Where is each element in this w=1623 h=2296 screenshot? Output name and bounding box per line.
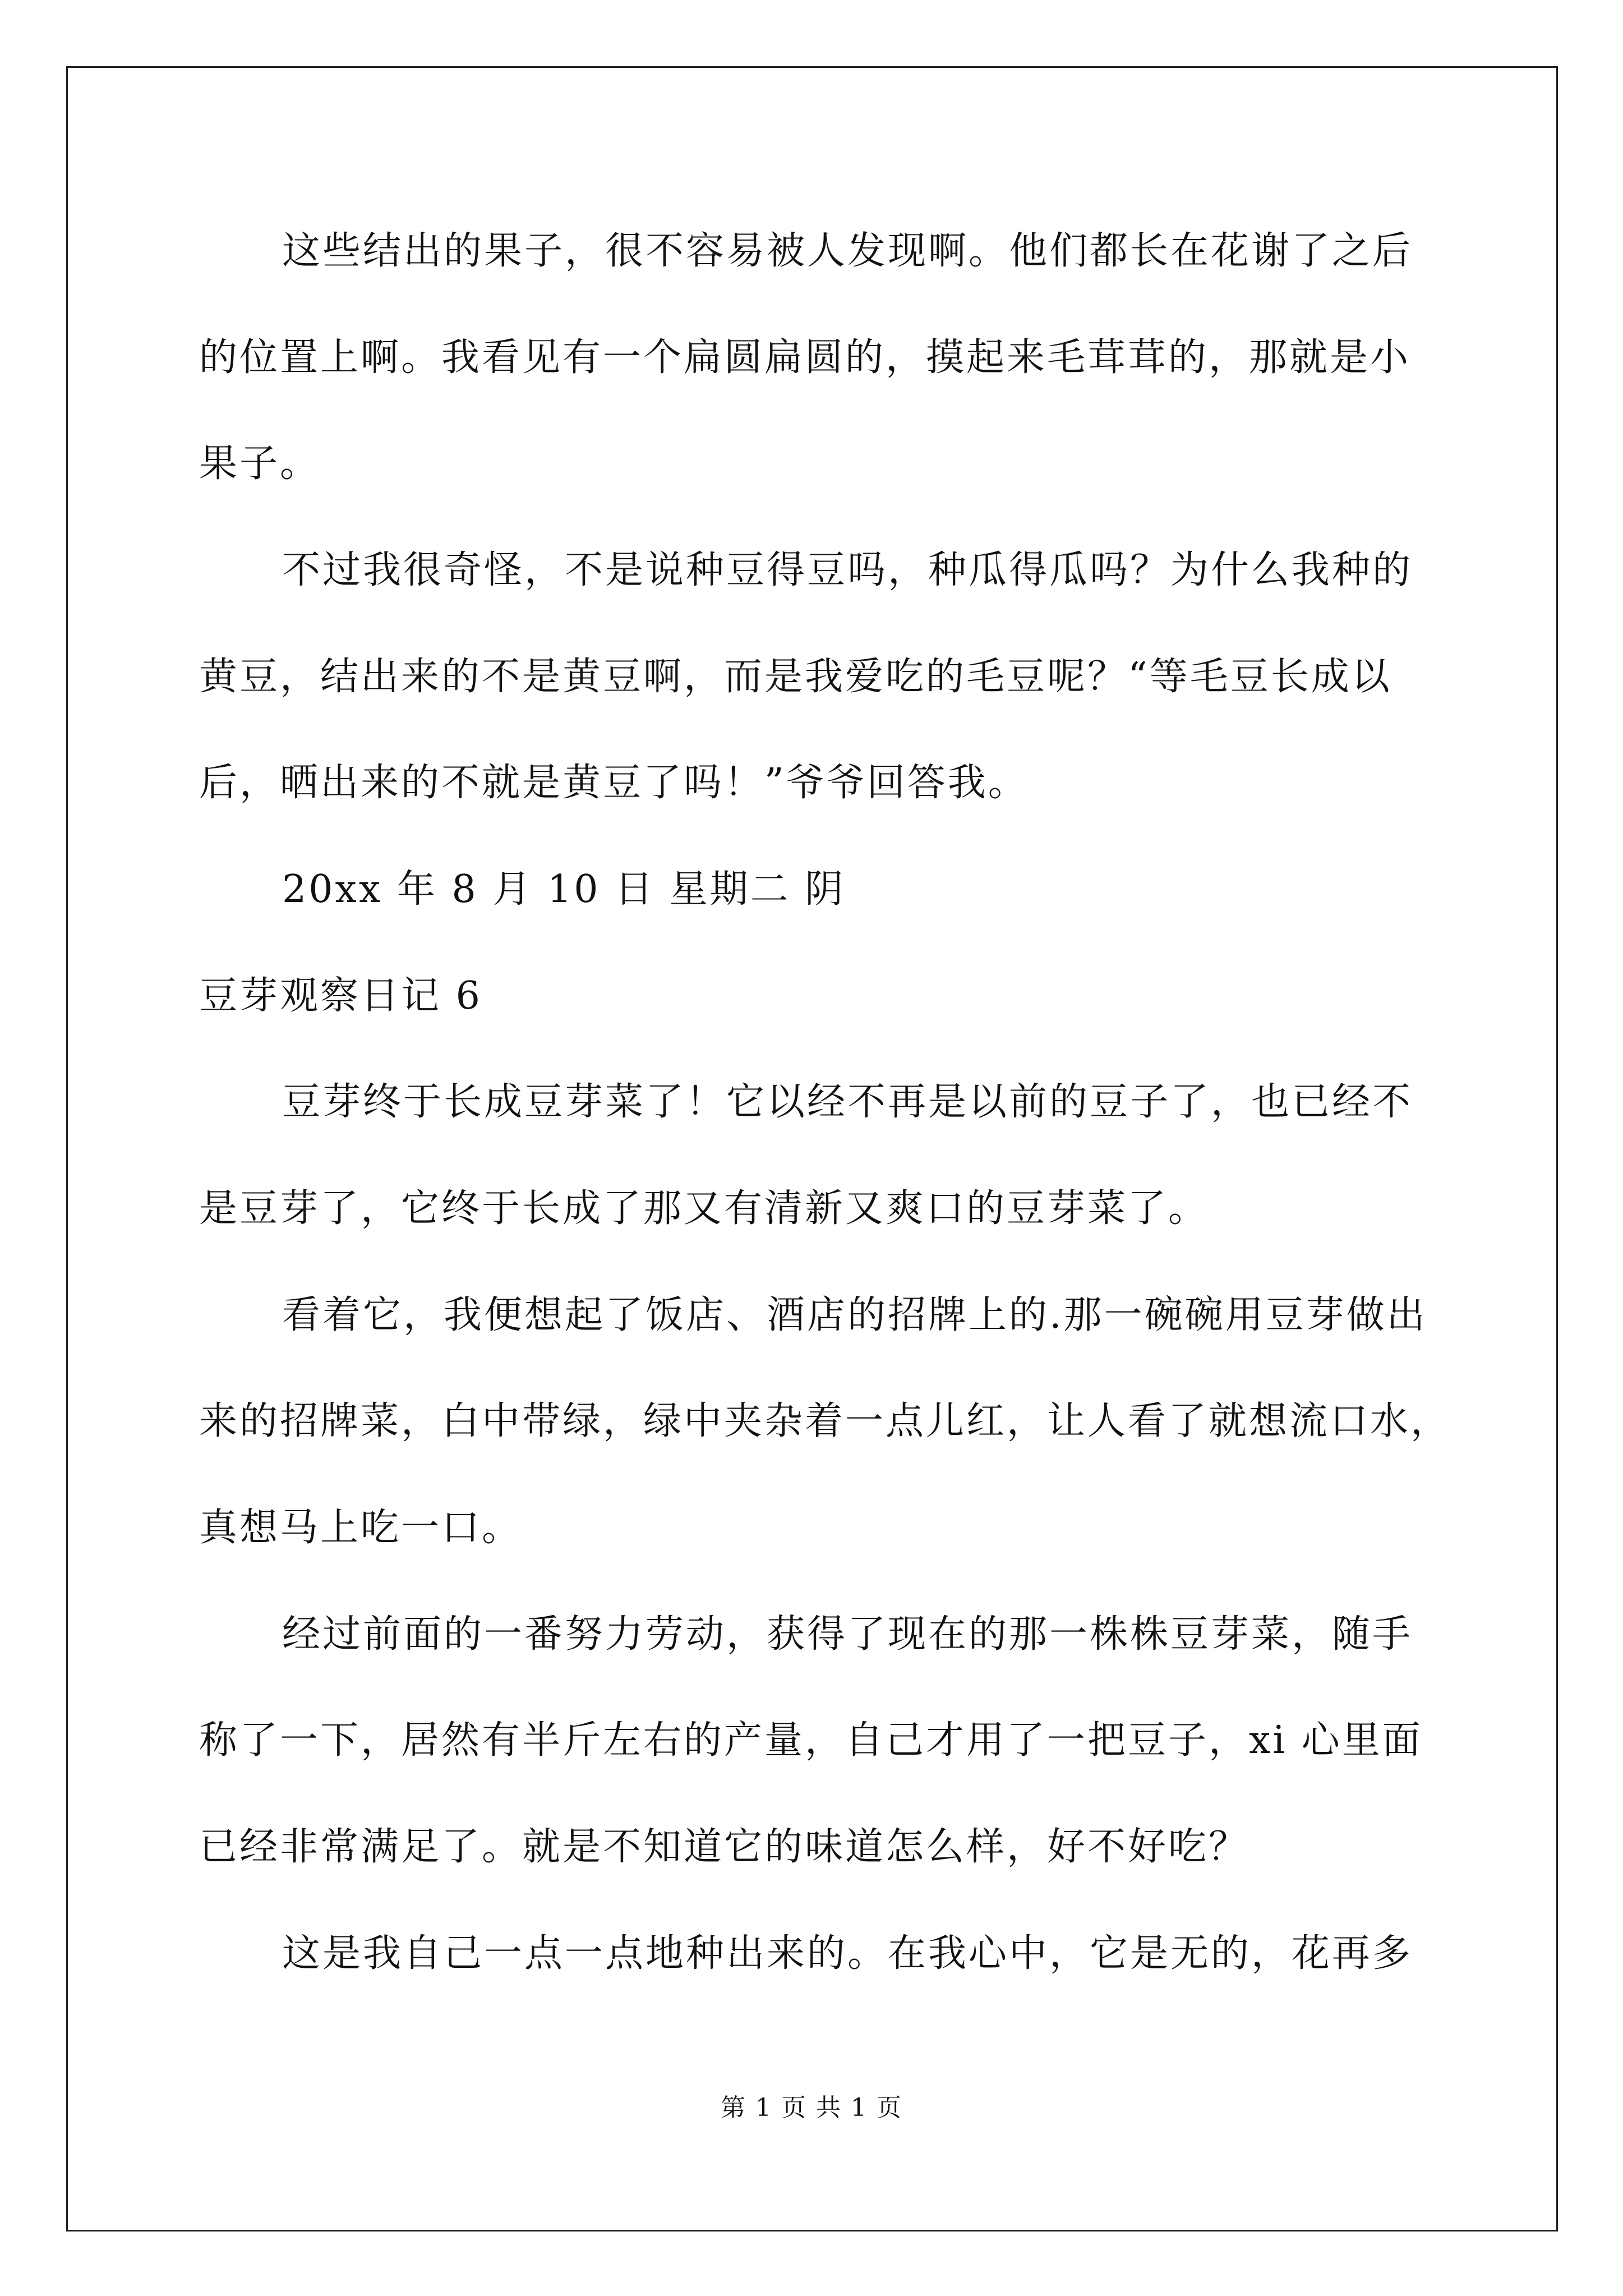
text-line: 是豆芽了，它终于长成了那又有清新又爽口的豆芽菜了。	[199, 1186, 1209, 1231]
text-line: 黄豆，结出来的不是黄豆啊，而是我爱吃的毛豆呢？“等毛豆长成以	[199, 655, 1392, 699]
text-line: 真想马上吃一口。	[199, 1506, 523, 1550]
text-line: 后，晒出来的不就是黄豆了吗！”爷爷回答我。	[199, 761, 1029, 805]
text-line: 不过我很奇怪，不是说种豆得豆吗，种瓜得瓜吗？为什么我种的	[282, 548, 1413, 592]
text-line: 看着它，我便想起了饭店、酒店的招牌上的.那一碗碗用豆芽做出	[282, 1293, 1427, 1337]
page-border	[66, 66, 1558, 2231]
text-line: 豆芽终于长成豆芽菜了！它以经不再是以前的豆子了，也已经不	[282, 1080, 1413, 1124]
text-line: 已经非常满足了。就是不知道它的味道怎么样，好不好吃？	[199, 1825, 1249, 1869]
text-line: 这是我自己一点一点地种出来的。在我心中，它是无的，花再多	[282, 1931, 1413, 1976]
date-line: 20xx 年 8 月 10 日 星期二 阴	[282, 867, 846, 912]
text-line: 这些结出的果子，很不容易被人发现啊。他们都长在花谢了之后	[282, 229, 1413, 273]
section-heading: 豆芽观察日记 6	[199, 974, 482, 1018]
text-line: 果子。	[199, 441, 321, 486]
text-line: 经过前面的一番努力劳动，获得了现在的那一株株豆芽菜，随手	[282, 1612, 1413, 1657]
text-line: 的位置上啊。我看见有一个扁圆扁圆的，摸起来毛茸茸的，那就是小	[199, 335, 1411, 380]
text-line: 来的招牌菜，白中带绿，绿中夹杂着一点儿红，让人看了就想流口水，	[199, 1399, 1451, 1443]
text-line: 称了一下，居然有半斤左右的产量，自己才用了一把豆子，xi 心里面	[199, 1718, 1423, 1763]
page-footer: 第 1 页 共 1 页	[721, 2093, 902, 2122]
